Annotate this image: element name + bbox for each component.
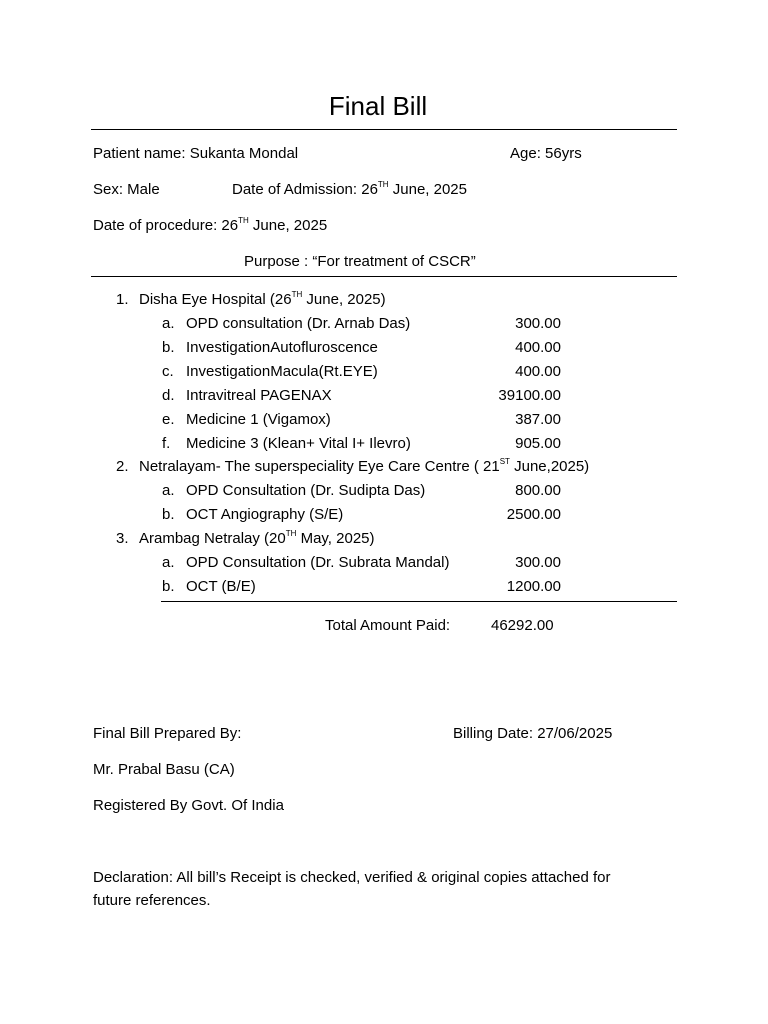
- section-title: [139, 291, 386, 308]
- section-title-sup: TH: [285, 529, 297, 538]
- section-title-date: June, 2025): [302, 291, 386, 308]
- section-title: [139, 530, 375, 547]
- item-amount: 300.00: [515, 315, 561, 332]
- item-amount: 400.00: [515, 363, 561, 380]
- item-amount: 300.00: [515, 554, 561, 571]
- section-title-text: Disha Eye Hospital (26: [139, 291, 292, 308]
- total-divider: [161, 601, 677, 602]
- item-marker: d.: [162, 387, 175, 404]
- patient-age: Age: 56yrs: [510, 145, 582, 162]
- total-label: Total Amount Paid:: [325, 617, 451, 634]
- registration-note: Registered By Govt. Of India: [93, 797, 284, 814]
- item-description: InvestigationMacula(Rt.EYE): [186, 363, 378, 380]
- patient-name: Patient name: Sukanta Mondal: [93, 145, 299, 162]
- section-number: 2.: [116, 458, 129, 475]
- item-amount: 39100.00: [498, 387, 561, 404]
- item-description: OCT Angiography (S/E): [186, 506, 344, 523]
- section-number: 1.: [116, 291, 129, 308]
- item-description: OPD consultation (Dr. Arnab Das): [186, 315, 411, 332]
- procedure-date: Date of procedure: 26TH June, 2025: [93, 216, 328, 234]
- item-amount: 800.00: [515, 482, 561, 499]
- item-marker: e.: [162, 411, 175, 428]
- item-amount: 1200.00: [506, 578, 561, 595]
- declaration-line-1: Declaration: All bill’s Receipt is checked, verified & original copies attached for: [93, 869, 611, 886]
- purpose: Purpose : “For treatment of CSCR”: [244, 253, 476, 270]
- item-amount: 400.00: [515, 339, 561, 356]
- item-description: Medicine 3 (Klean+ Vital I+ Ilevro): [186, 435, 411, 452]
- item-description: Medicine 1 (Vigamox): [186, 411, 331, 428]
- item-amount: 387.00: [515, 411, 561, 428]
- section-title-sup: TH: [291, 290, 303, 299]
- section-title-date: June,2025): [509, 458, 590, 475]
- section-title-text: Arambag Netralay (20: [139, 530, 286, 547]
- item-description: OPD Consultation (Dr. Subrata Mandal): [186, 554, 450, 571]
- prepared-by-label: Final Bill Prepared By:: [93, 725, 242, 742]
- title-divider: [91, 129, 677, 130]
- item-amount: 905.00: [515, 435, 561, 452]
- section-title-text: Netralayam- The superspeciality Eye Care Centre ( 21: [139, 458, 500, 475]
- item-marker: a.: [162, 482, 175, 499]
- declaration-line-2: future references.: [93, 892, 211, 909]
- item-marker: b.: [162, 339, 175, 356]
- item-marker: a.: [162, 315, 175, 332]
- preparer-name: Mr. Prabal Basu (CA): [93, 761, 235, 778]
- page-title: Final Bill: [328, 91, 428, 121]
- item-description: Intravitreal PAGENAX: [186, 387, 332, 404]
- section-number: 3.: [116, 530, 129, 547]
- item-marker: c.: [162, 363, 174, 380]
- section-title-date: May, 2025): [296, 530, 375, 547]
- item-description: OPD Consultation (Dr. Sudipta Das): [186, 482, 426, 499]
- item-description: OCT (B/E): [186, 578, 256, 595]
- item-marker: f.: [162, 435, 171, 452]
- item-description: InvestigationAutofluroscence: [186, 339, 378, 356]
- patient-sex: Sex: Male: [93, 181, 160, 198]
- item-marker: a.: [162, 554, 175, 571]
- section-title-sup: ST: [499, 457, 510, 466]
- billing-date: Billing Date: 27/06/2025: [453, 725, 613, 742]
- total-amount: 46292.00: [491, 617, 554, 634]
- admission-date: Date of Admission: 26TH June, 2025: [232, 180, 467, 198]
- item-marker: b.: [162, 578, 175, 595]
- item-amount: 2500.00: [506, 506, 561, 523]
- item-marker: b.: [162, 506, 175, 523]
- section-title: [139, 458, 589, 475]
- header-divider: [91, 276, 677, 277]
